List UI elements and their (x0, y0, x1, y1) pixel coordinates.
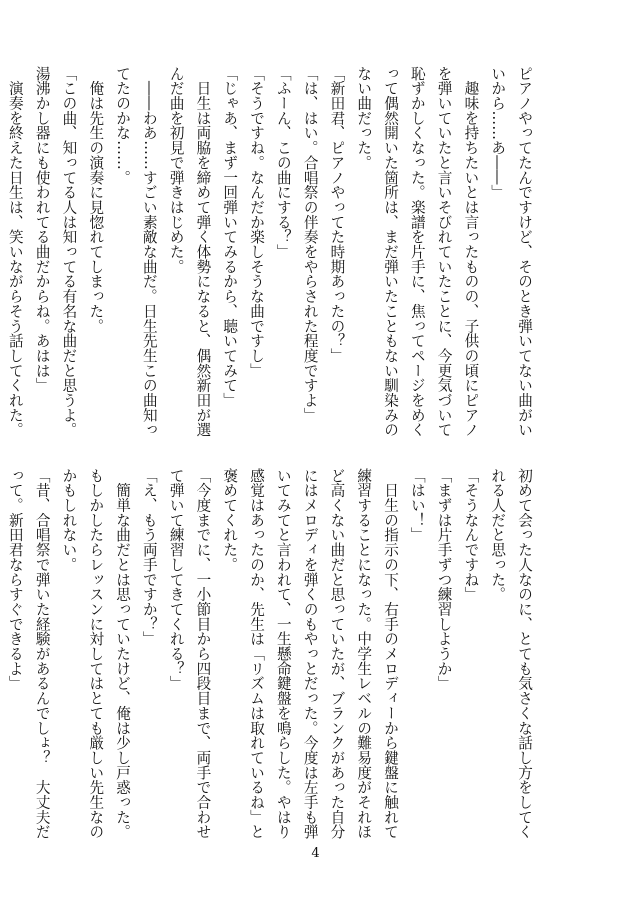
text-line: 初めて会った人なのに、とても気さくな話し方をしてく (516, 468, 533, 840)
text-line: 「今度までに、一小節目から四段目まで、両手で合わせ (194, 468, 212, 840)
text-line: 「昔、合唱祭で弾いた経験があるんでしょ？ 大丈夫だ (33, 468, 51, 840)
page-number: 4 (311, 846, 320, 861)
text-line: んだ曲を初見で弾きはじめた。 (167, 66, 185, 274)
text-line: 簡単な曲だとは思っていたけど、俺は少し戸惑った。 (114, 468, 132, 840)
text-line: 「え、もう両手ですか？」 (140, 468, 158, 647)
text-line: にはメロディを弾くのもやっとだった。今度は左手も弾 (301, 468, 319, 840)
text-line: 湯沸かし器にも使われてる曲だからね。あはは」 (33, 66, 51, 393)
text-line: 「この曲、知ってる人は知ってる有名な曲だと思うよ。 (60, 66, 78, 438)
text-line: って偶然開いた箇所は、まだ弾いたこともない馴染みの (382, 66, 400, 438)
text-line: 「まずは片手ずつ練習しようか」 (435, 468, 453, 691)
text-line: ――わあ……すごい素敵な曲だ。日生先生この曲知っ (140, 66, 158, 438)
text-line: いから……あ――」 (489, 66, 507, 200)
lower-text-block (6, 468, 537, 840)
text-line: 感覚はあったのか、先生は「リズムは取れているね」と (248, 468, 266, 840)
text-line: 日生は両脇を締めて弾く体勢になると、偶然新田が選 (194, 66, 212, 438)
text-line: 褒めてくれた。 (221, 468, 239, 572)
text-line: 練習することになった。中学生レベルの難易度がそれほ (355, 468, 373, 840)
text-line: 「ふーん、この曲にする？」 (274, 66, 292, 260)
text-line: ど高くない曲だと思っていたが、ブランクがあった自分 (328, 468, 346, 840)
text-line: ピアノやってたんですけど、そのとき弾いてない曲がい (516, 66, 533, 438)
text-line: もしかしたらレッスンに対してはとても厳しい先生なの (87, 468, 105, 840)
text-line: 俺は先生の演奏に見惚れてしまった。 (87, 66, 105, 334)
text-line: を弾いていたと言いそびれていたことに、今更気づいて (435, 66, 453, 438)
text-line: てたのかな……。 (114, 66, 132, 185)
text-line: 「そうなんですね」 (462, 468, 480, 602)
text-line: ない曲だった。 (355, 66, 373, 170)
text-line: 恥ずかしくなった。楽譜を片手に、焦ってページをめく (408, 66, 426, 438)
text-line: 趣味を持ちたいとは言ったものの、子供の頃にピアノ (462, 66, 480, 438)
text-line: って。新田君ならすぐできるよ」 (6, 468, 24, 691)
text-line: 「新田君、ピアノやってた時期あったの？」 (328, 66, 346, 363)
text-line: れる人だと思った。 (489, 468, 507, 602)
text-line: て弾いて練習してきてくれる？」 (167, 468, 185, 691)
text-line: 日生の指示の下、右手のメロディーから鍵盤に触れて (382, 468, 400, 840)
text-line: 「じゃあ、まず一回弾いてみるから、聴いてみて」 (221, 66, 239, 408)
upper-text-block (6, 66, 537, 438)
text-line: いてみてと言われて、一生懸命鍵盤を鳴らした。やはり (274, 468, 292, 840)
text-line: 「そうですね。なんだか楽しそうな曲ですし」 (248, 66, 266, 378)
text-line: 「は、はい。合唱祭の伴奏をやらされた程度ですよ」 (301, 66, 319, 423)
text-line: 演奏を終えた日生は、笑いながらそう話してくれた。 (6, 66, 24, 438)
text-line: 「はい！」 (408, 468, 426, 543)
text-line: かもしれない。 (60, 468, 78, 572)
